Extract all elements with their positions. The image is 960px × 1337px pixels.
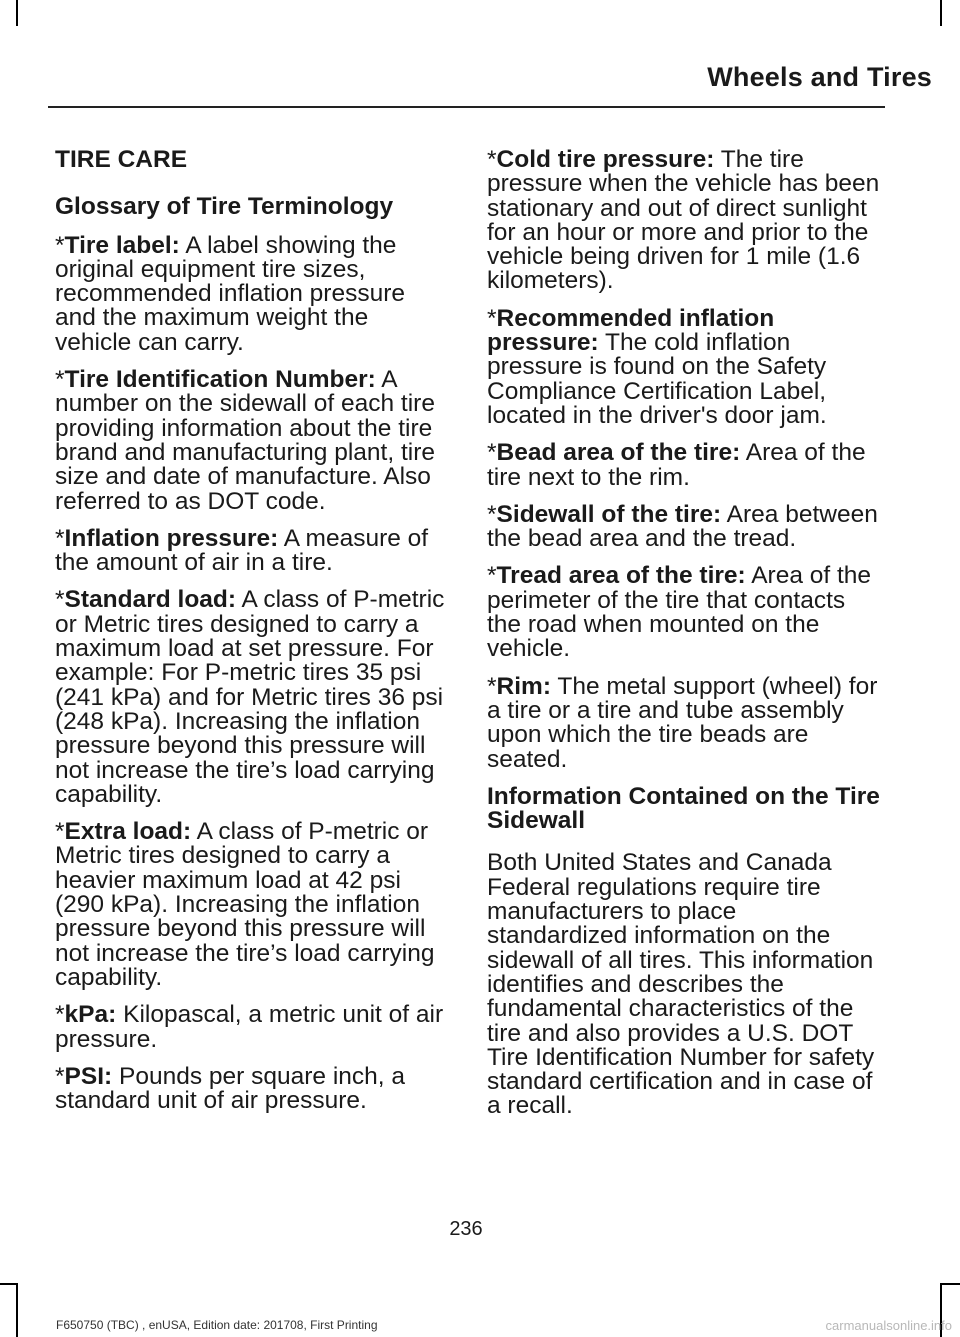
entry-prefix: * (55, 231, 65, 259)
entry-prefix: * (55, 818, 65, 846)
glossary-term: Rim: (496, 672, 551, 700)
section-title: TIRE CARE (55, 146, 188, 173)
glossary-entry (487, 500, 883, 553)
glossary-definition: The tire pressure when the vehicle has been stationary and out of direct sunlight for an hour or more and prior to the vehicle being driven for 1 mile (1.6 kilometers). (487, 146, 880, 295)
entry-prefix: * (55, 366, 65, 394)
glossary-list-left (55, 231, 450, 1115)
glossary-entry (55, 1062, 450, 1115)
page-header-title: Wheels and Tires (707, 62, 932, 92)
glossary-definition: Kilopascal, a metric unit of air pressure. (55, 1001, 444, 1053)
glossary-term: Tire Identification Number: (64, 366, 376, 394)
glossary-definition: The cold inflation pressure is found on the Safety Compliance Certification Label, located in the driver's door jam. (487, 329, 827, 429)
glossary-entry (55, 588, 450, 807)
entry-prefix: * (487, 500, 497, 528)
entry-prefix: * (55, 1001, 65, 1029)
glossary-term: Standard load: (64, 586, 237, 614)
glossary-entry (55, 231, 450, 356)
glossary-definition: A label showing the original equipment tire sizes, recommended inflation pressure and the maximum weight the vehicle can carry. (55, 231, 405, 356)
subsection-title: Glossary of Tire Terminology (55, 193, 394, 221)
glossary-term: Recommended inflation pressure: (487, 304, 775, 357)
glossary-term: Tread area of the tire: (496, 562, 746, 590)
entry-prefix: * (487, 304, 497, 332)
glossary-entry (487, 304, 883, 429)
glossary-entry (55, 524, 450, 577)
glossary-entry (487, 564, 883, 661)
glossary-definition: A number on the sidewall of each tire providing information about the tire brand and manufacturing plant, tire size and date of manufacture. Also referred to as DOT code. (55, 366, 435, 515)
crop-mark-top-left (16, 0, 18, 26)
page-number: 236 (449, 1218, 483, 1240)
glossary-term: PSI: (64, 1062, 113, 1090)
header-divider (48, 106, 885, 108)
glossary-entry (55, 368, 450, 514)
watermark: carmanualsonline.info (825, 1318, 952, 1333)
glossary-entry (487, 441, 883, 490)
entry-prefix: * (487, 439, 497, 467)
glossary-definition: The metal support (wheel) for a tire or a tire and tube assembly upon which the tire beads are seated. (487, 672, 878, 773)
glossary-term: Extra load: (64, 818, 192, 846)
glossary-term: Bead area of the tire: (496, 439, 741, 467)
footer-edition: F650750 (TBC) , enUSA, Edition date: 201708, First Printing (56, 1318, 378, 1332)
entry-prefix: * (55, 524, 65, 552)
glossary-entry (487, 148, 883, 294)
sidewall-paragraph: Both United States and Canada Federal regulations require tire manufacturers to place standardized information on the sidewall of all tires. This information identifies and describes the fundamental characteristics of the tire and also provides a U.S. DOT Tire Identification Number for safety standard certification and in case of a recall. (487, 849, 875, 1120)
right-column (487, 148, 883, 1119)
glossary-definition: Area between the bead area and the tread. (487, 500, 878, 553)
entry-prefix: * (487, 146, 497, 173)
glossary-definition: A class of P-metric or Metric tires designed to carry a heavier maximum load at 42 psi (290 kPa). Increasing the inflation pressure beyond this pressure will not increase the tire’s load carrying capability. (55, 818, 435, 991)
glossary-term: Cold tire pressure: (496, 146, 715, 173)
entry-prefix: * (487, 672, 497, 700)
entry-prefix: * (55, 1062, 65, 1090)
left-column (55, 148, 450, 1126)
glossary-entry (55, 820, 450, 990)
entry-prefix: * (55, 586, 65, 614)
glossary-term: Inflation pressure: (64, 524, 279, 552)
crop-mark-bottom-right (940, 1283, 960, 1285)
glossary-term: Sidewall of the tire: (496, 500, 722, 528)
glossary-definition: Pounds per square inch, a standard unit of air pressure. (55, 1062, 406, 1115)
glossary-definition: Area of the perimeter of the tire that contacts the road when mounted on the vehicle. (487, 562, 872, 663)
crop-mark-bottom-left-vertical (16, 1283, 18, 1337)
glossary-entry (487, 672, 883, 773)
glossary-list-right (487, 148, 883, 772)
glossary-entry (55, 1003, 450, 1052)
glossary-definition: Area of the tire next to the rim. (487, 439, 866, 491)
entry-prefix: * (487, 562, 497, 590)
subsection-title-sidewall: Information Contained on the Tire Sidewall (487, 782, 880, 835)
glossary-definition: A class of P-metric or Metric tires designed to carry a maximum load at set pressure. For example: For P-metric tires 35 psi (241 kPa) and for Metric tires 36 psi (248 kPa). Increasing the inflation pressure beyond this pressure will not increase the tire’s load carrying capability. (55, 586, 445, 808)
glossary-definition: A measure of the amount of air in a tire. (55, 524, 429, 577)
crop-mark-top-right (940, 0, 942, 26)
glossary-term: Tire label: (64, 231, 180, 259)
glossary-term: kPa: (64, 1001, 117, 1029)
